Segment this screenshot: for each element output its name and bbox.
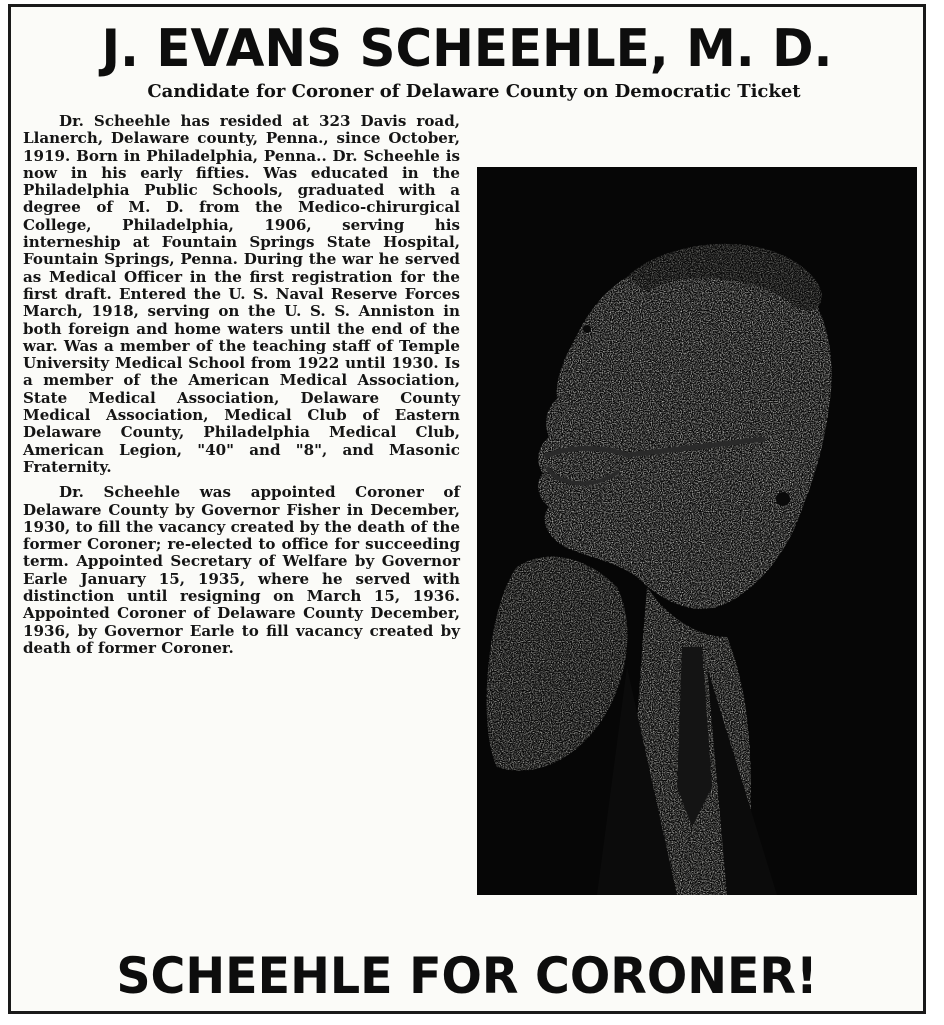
biography-paragraph-1: Dr. Scheehle has resided at 323 Davis road, Llanerch, Delaware county, Penna., since October, 1919. Born in Philadelphia, Penna.. Dr. Scheehle is now in his early fifties. Was educated in the Philadelphia Public Schools, graduated with a degree of M. D. from the Medico-chirurgical College, Philadelphia, 1906, serving his interneship at Fountain Springs State Hospital, Fountain Springs, Penna. During the war he served as Medical Officer in the first registration for the first draft. Entered the U. S. Naval Reserve Forces March, 1918, serving on the U. S. S. Anniston in both foreign and home waters until the end of the war. Was a member of the teaching staff of Temple University Medical School from 1922 until 1930. Is a member of the American Medical Association, State Medical Association, Delaware County Medical Association, Medical Club of Eastern Delaware County, Philadelphia Medical Club, American Legion, "40" and "8", and Masonic Fraternity. [23,112,460,476]
biography-column [23,113,460,665]
ad-subtitle: Candidate for Coroner of Delaware County on Democratic Ticket [147,81,801,102]
ad-title: J. EVANS SCHEEHLE, M. D. [101,19,833,79]
advertisement-frame [8,4,926,1014]
biography-paragraph-2: Dr. Scheehle was appointed Coroner of Delaware County by Governor Fisher in December, 1930, to fill the vacancy created by the death of the former Coroner; re-elected to office for succeeding term. Appointed Secretary of Welfare by Governor Earle January 15, 1935, where he served with distinction until resigning on March 15, 1936. Appointed Coroner of Delaware County December, 1936, by Governor Earle to fill vacancy created by death of former Coroner. [23,483,460,657]
portrait-illustration [477,167,917,895]
candidate-portrait [477,167,917,895]
ad-slogan: SCHEEHLE FOR CORONER! [116,947,818,1005]
